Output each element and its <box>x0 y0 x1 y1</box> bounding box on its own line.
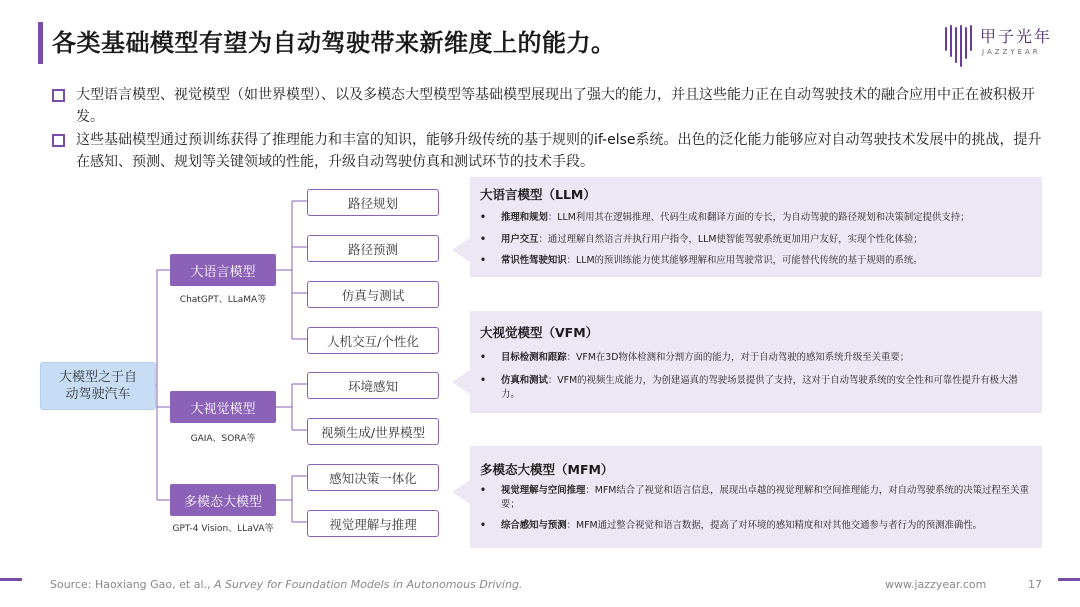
branch-label: 大视觉模型 <box>190 401 256 417</box>
source-prefix: Source: Haoxiang Gao, et al., <box>50 578 211 591</box>
bullet-dot-icon: • <box>480 352 486 363</box>
bullet-dot-icon: • <box>480 234 486 245</box>
footer-accent-bar <box>0 578 22 581</box>
branch-examples: GAIA、SORA等 <box>190 434 256 444</box>
branch-examples: ChatGPT、LLaMA等 <box>179 295 267 305</box>
panel-item <box>480 484 1032 512</box>
root-node <box>40 362 156 410</box>
leaf-node: 路径规划 <box>307 189 439 216</box>
logo-text: 甲子光年 <box>980 27 1053 46</box>
bullet-dot-icon: • <box>480 212 486 223</box>
panel-item-text: ：VFM的视频生成能力，为创建逼真的驾驶场景提供了支持，这对于自动驾驶系统的安全性和可靠性提升有极大潜力。 <box>501 375 1018 400</box>
panel-item-text: ：通过理解自然语言并执行用户指令，LLM使智能驾驶系统更加用户友好，实现个性化体验； <box>538 234 923 245</box>
vfm-panel <box>470 311 1042 413</box>
branch-node-vfm <box>170 391 276 423</box>
panel-item-heading: 仿真和测试 <box>501 375 548 386</box>
logo-subtext: JAZZYEAR <box>982 48 1041 56</box>
panel-item-text: ：MFM结合了视觉和语言信息，展现出卓越的视觉理解和空间推理能力，对自动驾驶系统的决策过程至关重要； <box>501 485 1029 510</box>
leaf-node: 仿真与测试 <box>307 281 439 308</box>
leaf-node: 视频生成/世界模型 <box>307 418 439 445</box>
panel-item-heading: 用户交互 <box>501 234 539 245</box>
bullet-text: 大型语言模型、视觉模型（如世界模型）、以及多模态大型模型等基础模型展现出了强大的能力，并且这些能力正在自动驾驶技术的融合应用中正在被积极开发。 <box>76 87 1035 125</box>
bullet-dot-icon: • <box>480 375 486 386</box>
llm-panel <box>470 177 1042 277</box>
panel-item <box>480 351 1032 365</box>
panel-item-text: ：LLM利用其在逻辑推理、代码生成和翻译方面的专长，为自动驾驶的路径规划和决策制定提供支持； <box>547 212 970 223</box>
panel-pointer <box>452 238 470 262</box>
panel-title: 大语言模型（LLM） <box>480 187 596 202</box>
bullet-dot-icon: • <box>480 520 486 531</box>
bullet-text: 这些基础模型通过预训练获得了推理能力和丰富的知识，能够升级传统的基于规则的if-else系统。出色的泛化能力能够应对自动驾驶技术发展中的挑战，提升在感知、预测、规划等关键领域的性能，升级自动驾驶仿真和测试环节的技术手段。 <box>76 132 1042 170</box>
mfm-panel <box>470 446 1042 548</box>
leaf-node: 路径预测 <box>307 235 439 262</box>
panel-item <box>480 519 1032 533</box>
panel-title: 大视觉模型（VFM） <box>480 325 599 340</box>
website-url: www.jazzyear.com <box>885 578 987 591</box>
panel-item-heading: 常识性驾驶知识 <box>501 255 567 266</box>
panel-item <box>480 233 1032 247</box>
panel-item-heading: 视觉理解与空间推理 <box>501 485 586 496</box>
panel-item <box>480 254 1032 268</box>
panel-pointer <box>452 480 470 504</box>
panel-item-heading: 综合感知与预测 <box>501 520 567 531</box>
root-node-label: 大模型之于自动驾驶汽车 <box>58 370 137 402</box>
page-title: 各类基础模型有望为自动驾驶带来新维度上的能力。 <box>52 29 616 57</box>
panel-title: 多模态大模型（MFM） <box>480 462 614 477</box>
leaf-node: 感知决策一体化 <box>307 464 439 491</box>
bullet-dot-icon: • <box>480 255 486 266</box>
panel-item-text: ：MFM通过整合视觉和语言数据，提高了对环境的感知精度和对其他交通参与者行为的预测准确性。 <box>566 520 982 531</box>
source-title: A Survey for Foundation Models in Autonomous Driving. <box>214 578 523 591</box>
source-citation <box>50 578 522 591</box>
panel-item <box>480 211 1032 225</box>
branch-node-mfm <box>170 484 276 516</box>
leaf-node: 人机交互/个性化 <box>307 327 439 354</box>
leaf-node: 环境感知 <box>307 372 439 399</box>
bullet-dot-icon: • <box>480 485 486 496</box>
leaf-node: 视觉理解与推理 <box>307 510 439 537</box>
branch-label: 大语言模型 <box>190 264 256 280</box>
panel-item-heading: 目标检测和跟踪 <box>501 352 567 363</box>
branch-label: 多模态大模型 <box>183 494 262 510</box>
branch-examples: GPT-4 Vision、LLaVA等 <box>172 524 274 534</box>
branch-node-llm <box>170 254 276 286</box>
panel-item <box>480 374 1032 402</box>
panel-item-text: ：LLM的预训练能力使其能够理解和应用驾驶常识，可能替代传统的基于规则的系统。 <box>566 255 923 266</box>
panel-item-text: ：VFM在3D物体检测和分割方面的能力，对于自动驾驶的感知系统升级至关重要； <box>566 352 910 363</box>
page-number: 17 <box>1028 578 1042 591</box>
panel-pointer <box>452 370 470 394</box>
footer-accent-bar <box>1058 578 1080 581</box>
panel-item-heading: 推理和规划 <box>501 212 548 223</box>
